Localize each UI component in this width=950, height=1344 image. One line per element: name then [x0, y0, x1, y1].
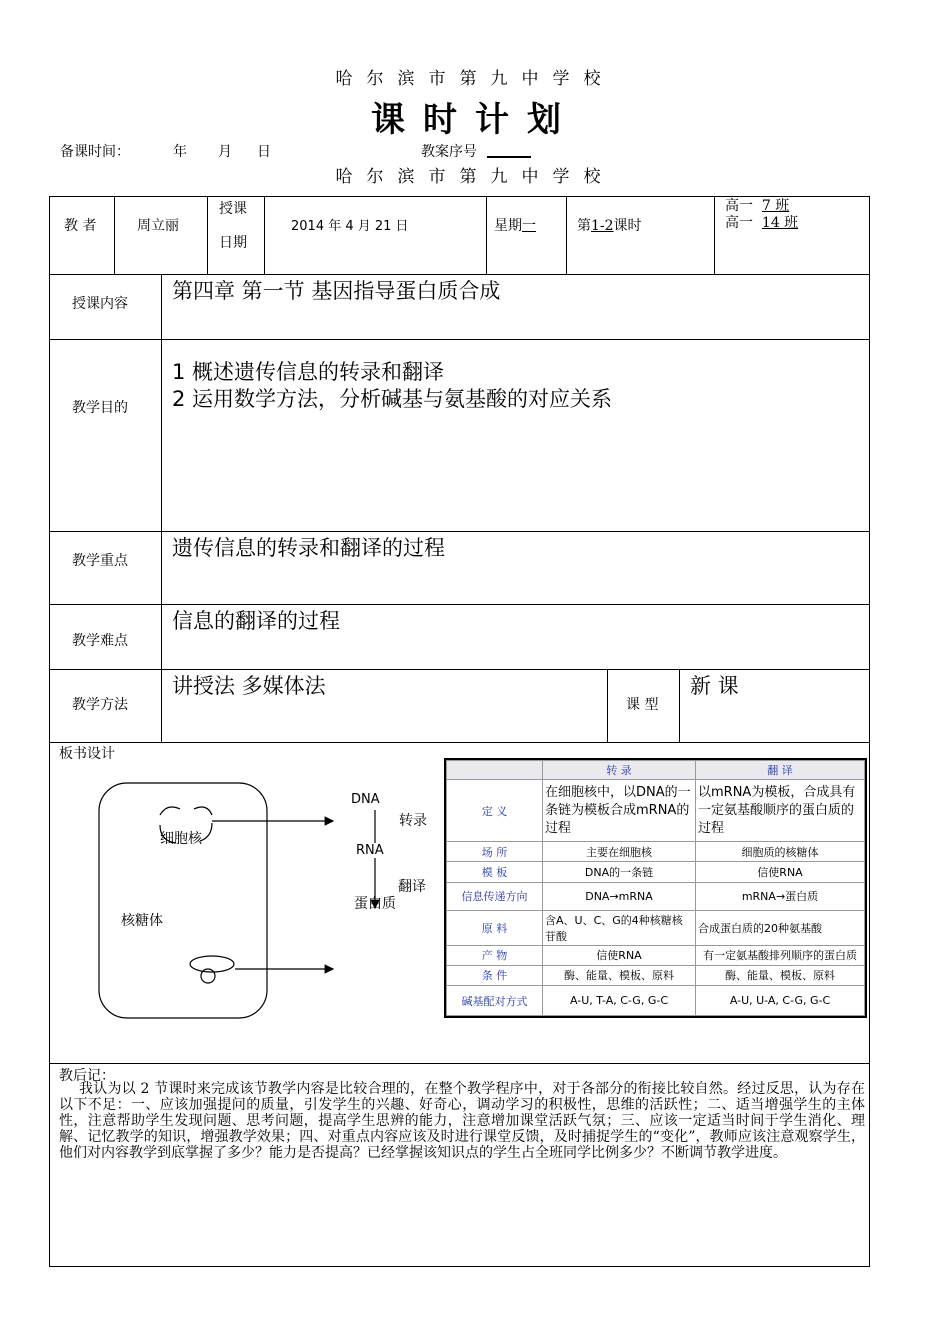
class2-prefix: 高一 — [725, 215, 753, 231]
teacher-name: 周立丽 — [137, 218, 179, 234]
cell-translation: 信使RNA — [696, 862, 865, 882]
date-value: 2014 年 4 月 21 日 — [291, 219, 409, 234]
goal-label: 教学目的 — [72, 400, 128, 416]
cell-translation: A-U, U-A, C-G, G-C — [696, 986, 865, 1016]
row-label: 碱基配对方式 — [447, 986, 543, 1016]
ribosome-label: 核糖体 — [121, 913, 163, 929]
key-label: 教学重点 — [72, 553, 128, 569]
rna-label: RNA — [356, 843, 384, 858]
period-suffix: 课时 — [613, 218, 642, 234]
cell-translation: 有一定氨基酸排列顺序的蛋白质 — [696, 945, 865, 965]
ribosome-small — [201, 969, 215, 983]
table-row — [447, 882, 865, 910]
prep-year: 年 — [173, 144, 187, 160]
lesson-no-label: 教案序号 — [421, 144, 477, 160]
class2-value: 14 班 — [761, 215, 799, 231]
weekday — [494, 215, 536, 235]
period — [577, 215, 642, 235]
class1-prefix: 高一 — [725, 198, 753, 214]
nucleus-arc-top-right — [194, 807, 212, 815]
row-label: 信息传递方向 — [447, 882, 543, 910]
school-name: 哈尔滨市第九中学校 — [335, 69, 615, 89]
difficulty-value: 信息的翻译的过程 — [172, 609, 340, 633]
table-row — [447, 965, 865, 985]
row-label: 场 所 — [447, 842, 543, 862]
page-title: 课时计划 — [371, 100, 579, 140]
col-translation: 翻 译 — [696, 761, 865, 780]
comparison-table — [444, 758, 867, 1018]
cell-translation: 细胞质的核糖体 — [696, 842, 865, 862]
row-label: 产 物 — [447, 945, 543, 965]
period-value: 1-2 — [591, 218, 614, 234]
cell-transcription: 含A、U、C、G的4种核糖核苷酸 — [543, 910, 696, 945]
prep-time-label: 备课时间： — [60, 144, 130, 160]
lesson-no-blank — [487, 156, 531, 158]
cell-outline — [99, 783, 267, 1018]
cell-translation: mRNA→蛋白质 — [696, 882, 865, 910]
row-label: 模 板 — [447, 862, 543, 882]
table-row — [447, 986, 865, 1016]
nucleus-label: 细胞核 — [160, 831, 202, 847]
notes-label: 教后记： — [59, 1068, 115, 1084]
cell-transcription: 酶、能量、模板、原料 — [543, 965, 696, 985]
cell-transcription: 主要在细胞核 — [543, 842, 696, 862]
cell-transcription: A-U, T-A, C-G, G-C — [543, 986, 696, 1016]
cell-translation: 以mRNA为模板，合成具有一定氨基酸顺序的蛋白质的过程 — [696, 780, 865, 842]
dna-label: DNA — [351, 792, 380, 807]
date-label-1: 授课 — [219, 201, 247, 217]
method-label: 教学方法 — [72, 697, 128, 713]
difficulty-label: 教学难点 — [72, 633, 128, 649]
comparison-corner — [447, 761, 543, 780]
prep-month: 月 — [218, 144, 232, 160]
key-value: 遗传信息的转录和翻译的过程 — [172, 536, 445, 560]
goal-1: 1 概述遗传信息的转录和翻译 — [172, 360, 445, 384]
board-label: 板书设计 — [59, 746, 115, 762]
comparison-header-row — [447, 761, 865, 780]
content-value: 第四章 第一节 基因指导蛋白质合成 — [172, 279, 501, 303]
cell-transcription: 在细胞核中，以DNA的一条链为模板合成mRNA的过程 — [543, 780, 696, 842]
table-row — [447, 780, 865, 842]
content-label: 授课内容 — [72, 296, 128, 312]
weekday-value: 一 — [522, 218, 536, 234]
col-transcription: 转 录 — [543, 761, 696, 780]
cell-transcription: DNA→mRNA — [543, 882, 696, 910]
cell-transcription: 信使RNA — [543, 945, 696, 965]
type-value: 新 课 — [690, 674, 739, 698]
translation-label: 翻译 — [398, 879, 426, 895]
notes-text: 我认为以 2 节课时来完成该节教学内容是比较合理的，在整个教学程序中，对于各部分的衔接比较自然。经过反思，认为存在以下不足：一、应该加强提问的质量，引发学生的兴趣、好奇心，调动学习的积极性，思维的活跃性；二、适当增强学生的主体性，注意帮助学生发现问题、思考问题，提高学生思辨的能力，注意增加课堂活跃气氛；三、应该一定适当时间于学生消化、理解、记忆教学的知识，增强教学效果；四、对重点内容应该及时进行课堂反馈，及时捕捉学生的“变化”，教师应该注意观察学生，他们对内容教学到底掌握了多少？能力是否提高？已经掌握该知识点的学生占全班同学比例多少？不断调节教学进度。 — [59, 1081, 865, 1161]
method-value: 讲授法 多媒体法 — [172, 674, 326, 698]
teacher-label: 教 者 — [64, 218, 97, 234]
prep-day: 日 — [257, 144, 271, 160]
school-name-repeat: 哈尔滨市第九中学校 — [335, 167, 615, 187]
transcription-label: 转录 — [399, 813, 427, 829]
row-label: 条 件 — [447, 965, 543, 985]
class1-value: 7 班 — [761, 198, 790, 214]
nucleus-arc-top-left — [160, 807, 180, 815]
table-row — [447, 910, 865, 945]
goal-2: 2 运用数学方法，分析碱基与氨基酸的对应关系 — [172, 387, 613, 411]
protein-label: 蛋白质 — [354, 896, 396, 912]
class-list — [725, 198, 798, 232]
cell-translation: 合成蛋白质的20种氨基酸 — [696, 910, 865, 945]
table-row — [447, 862, 865, 882]
row-label: 定 义 — [447, 780, 543, 842]
table-row — [447, 945, 865, 965]
row-label: 原 料 — [447, 910, 543, 945]
cell-translation: 酶、能量、模板、原料 — [696, 965, 865, 985]
type-label: 课 型 — [626, 697, 659, 713]
cell-transcription: DNA的一条链 — [543, 862, 696, 882]
weekday-label: 星期 — [494, 218, 522, 234]
date-label-2: 日期 — [219, 235, 247, 251]
period-prefix: 第 — [577, 218, 591, 234]
table-row — [447, 842, 865, 862]
